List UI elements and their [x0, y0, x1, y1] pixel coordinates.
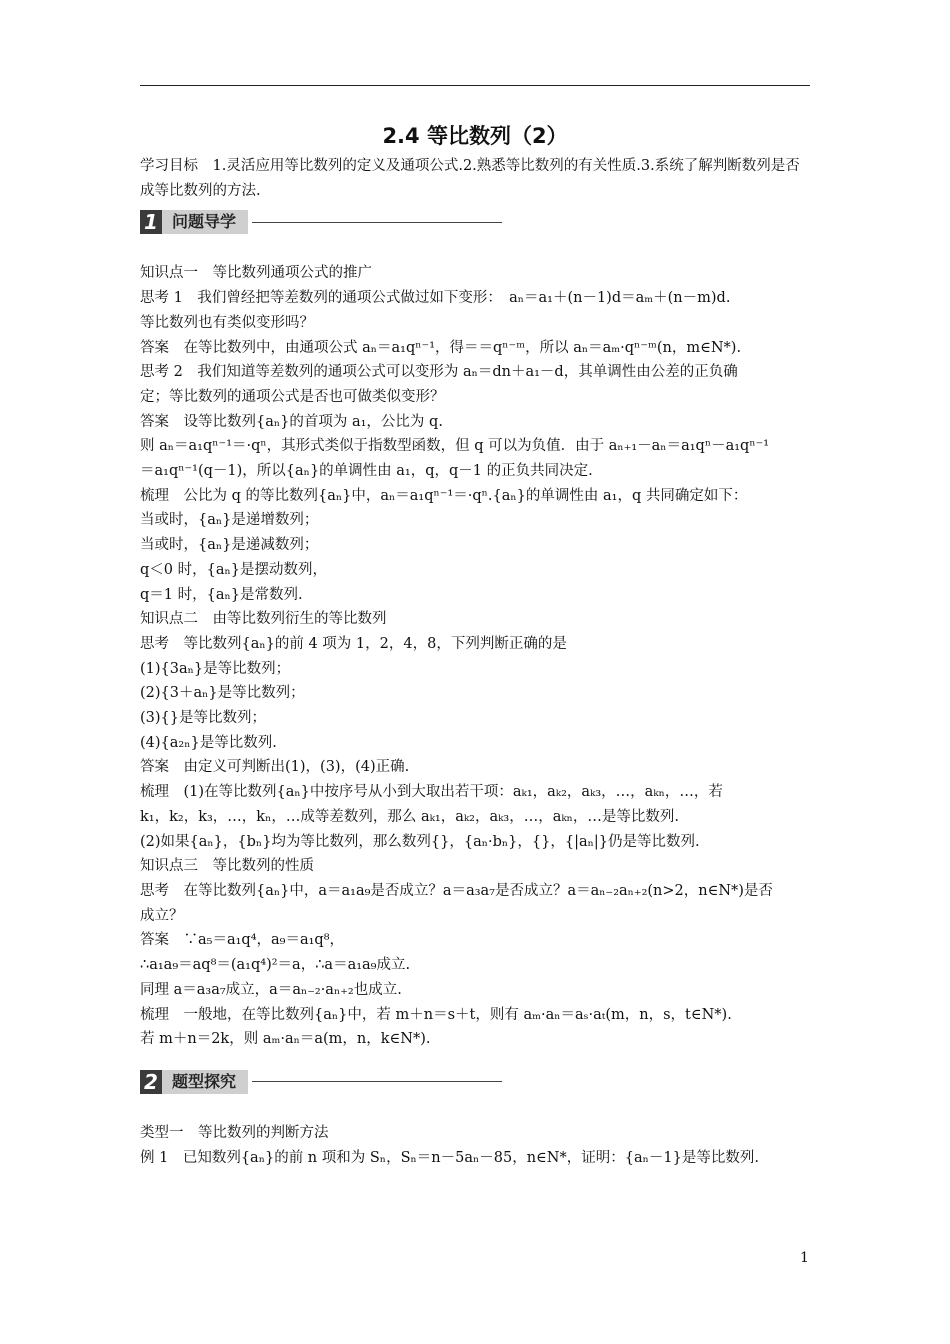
page-title: 2.4 等比数列（2） — [382, 124, 568, 148]
header-rule — [140, 85, 810, 86]
text-line: 答案 在等比数列中，由通项公式 aₙ＝a₁qⁿ⁻¹，得＝＝qⁿ⁻ᵐ，所以 aₙ＝aₘ·qⁿ⁻ᵐ(n，m∈N*). — [140, 339, 742, 356]
text-line: 定；等比数列的通项公式是否也可做类似变形？ — [140, 388, 445, 405]
section-number: 2 — [140, 1070, 162, 1094]
text-line: 类型一 等比数列的判断方法 — [140, 1124, 329, 1141]
text-line: ∴a₁a₉＝aq⁸＝(a₁q⁴)²＝a，∴a＝a₁a₉成立. — [140, 957, 411, 974]
text-line: (1){3aₙ}是等比数列； — [140, 660, 291, 677]
text-line: 思考 在等比数列{aₙ}中，a＝a₁a₉是否成立？a＝a₃a₇是否成立？a＝aₙ₋₂aₙ₊₂(n>2，n∈N*)是否 — [140, 882, 773, 899]
text-line: 知识点二 由等比数列衍生的等比数列 — [140, 611, 387, 628]
section-rule — [252, 222, 502, 223]
text-line: 思考 等比数列{aₙ}的前 4 项为 1，2，4，8，下列判断正确的是 — [140, 635, 567, 652]
text-line: 答案 由定义可判断出(1)，(3)，(4)正确. — [140, 759, 410, 776]
text-line: q＜0 时，{aₙ}是摆动数列， — [140, 561, 327, 578]
text-line: 成立？ — [140, 907, 184, 924]
text-line: 若 m＋n＝2k，则 aₘ·aₙ＝a(m，n，k∈N*). — [140, 1031, 431, 1048]
text-line: 例 1 已知数列{aₙ}的前 n 项和为 Sₙ，Sₙ＝n－5aₙ－85，n∈N*，证明：{aₙ－1}是等比数列. — [140, 1149, 759, 1166]
text-line: 等比数列也有类似变形吗？ — [140, 314, 314, 331]
section-1-text — [140, 261, 812, 1052]
text-line: 梳理 (1)在等比数列{aₙ}中按序号从小到大取出若干项：aₖ₁，aₖ₂，aₖ₃，…，aₖₙ，…，若 — [140, 784, 723, 801]
text-line: 答案 ∵a₅＝a₁q⁴，a₉＝a₁q⁸， — [140, 932, 345, 949]
section-2-text — [140, 1121, 812, 1170]
text-line: 知识点三 等比数列的性质 — [140, 858, 314, 875]
text-line: k₁，k₂，k₃，…，kₙ，…成等差数列，那么 aₖ₁，aₖ₂，aₖ₃，…，aₖₙ，…是等比数列. — [140, 808, 680, 825]
section-label: 题型探究 — [162, 1070, 248, 1094]
text-line: 思考 2 我们知道等差数列的通项公式可以变形为 aₙ＝dn＋a₁－d，其单调性由公差的正负确 — [140, 364, 738, 381]
text-line: ＝a₁qⁿ⁻¹(q－1)，所以{aₙ}的单调性由 a₁，q，q－1 的正负共同决定. — [140, 463, 593, 480]
section-header-1 — [140, 210, 812, 234]
text-line: 当或时，{aₙ}是递减数列； — [140, 537, 319, 554]
text-line: 梳理 一般地，在等比数列{aₙ}中，若 m＋n＝s＋t，则有 aₘ·aₙ＝aₛ·aₜ(m，n，s，t∈N*). — [140, 1006, 732, 1023]
learning-goals: 学习目标 1.灵活应用等比数列的定义及通项公式.2.熟悉等比数列的有关性质.3.系统了解判断数列是否成等比数列的方法. — [140, 158, 800, 199]
document-body — [140, 154, 812, 1170]
section-header-2 — [140, 1070, 812, 1094]
page-number: 1 — [800, 1250, 809, 1266]
text-line: 思考 1 我们曾经把等差数列的通项公式做过如下变形： aₙ＝a₁＋(n－1)d＝aₘ＋(n－m)d. — [140, 290, 731, 307]
section-label: 问题导学 — [162, 210, 248, 234]
text-line: 答案 设等比数列{aₙ}的首项为 a₁，公比为 q. — [140, 413, 443, 430]
section-rule — [252, 1081, 502, 1082]
text-line: 知识点一 等比数列通项公式的推广 — [140, 265, 372, 282]
text-line: (4){a₂ₙ}是等比数列. — [140, 734, 277, 751]
text-line: 同理 a＝a₃a₇成立，a＝aₙ₋₂·aₙ₊₂也成立. — [140, 981, 402, 998]
text-line: 则 aₙ＝a₁qⁿ⁻¹＝·qⁿ，其形式类似于指数型函数，但 q 可以为负值．由于 aₙ₊₁－aₙ＝a₁qⁿ－a₁qⁿ⁻¹ — [140, 438, 770, 455]
text-line: (3){}是等比数列； — [140, 710, 266, 727]
text-line: 当或时，{aₙ}是递增数列； — [140, 512, 319, 529]
text-line: (2)如果{aₙ}，{bₙ}均为等比数列，那么数列{}，{aₙ·bₙ}，{}，{|aₙ|}仍是等比数列. — [140, 833, 700, 850]
section-number: 1 — [140, 210, 162, 234]
text-line: q＝1 时，{aₙ}是常数列. — [140, 586, 303, 603]
text-line: 梳理 公比为 q 的等比数列{aₙ}中，aₙ＝a₁qⁿ⁻¹＝·qⁿ.{aₙ}的单调性由 a₁，q 共同确定如下： — [140, 487, 748, 504]
text-line: (2){3＋aₙ}是等比数列； — [140, 685, 305, 702]
